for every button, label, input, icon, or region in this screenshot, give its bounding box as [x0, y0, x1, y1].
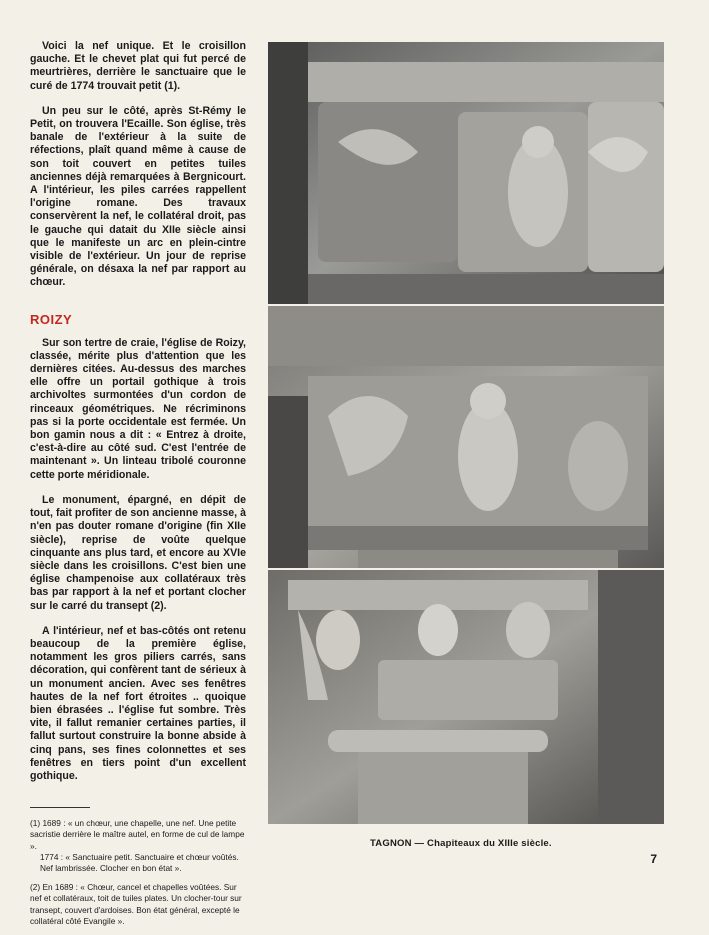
- text-column: [30, 40, 246, 935]
- photo-column: [268, 42, 664, 824]
- capital-photo-1: [268, 42, 664, 304]
- footnote-divider: [30, 807, 90, 808]
- page-number: 7: [650, 852, 657, 866]
- intro-paragraph-1: Voici la nef unique. Et le croisillon gauche. Et le chevet plat qui fut percé de meurtrières, derrière le sanctuaire que le curé de 1774 trouvait petit (1).: [30, 40, 246, 92]
- photo-caption: TAGNON — Chapiteaux du XIIIe siècle.: [370, 838, 552, 849]
- footnote-1-part-b: 1774 : « Sanctuaire petit. Sanctuaire et chœur voûtés. Nef lambrissée. Clocher en bon état ».: [40, 851, 239, 873]
- roizy-paragraph-3: A l'intérieur, nef et bas-côtés ont retenu beaucoup de la première église, notamment les gros piliers carrés, sans décoration, qui confèrent tant de sérieux à un monument ancien. Avec ses fenêtres hautes de la nef fort étroites .. quoique bien ébrasées .. l'église fut sombre. Très vite, il fallut remanier certaines parties, il fallut surtout construire la bonne abside à cinq pans, ses fines colonnettes et ses fenêtres en tiers point d'un excellent gothique.: [30, 624, 246, 782]
- footnote-2: (2) En 1689 : « Chœur, cancel et chapelles voûtées. Sur nef et collatéraux, toit de tuiles plates. Un clocher-tour sur transept, couvert d'ardoises. Bon état général, excepté le collatéral côté Evangile ».: [30, 882, 242, 926]
- footnote-1: [30, 818, 246, 874]
- capital-photo-2: [268, 306, 664, 568]
- capital-photo-3: [268, 570, 664, 824]
- intro-paragraph-2: Un peu sur le côté, après St-Rémy le Petit, on trouvera l'Ecaille. Son église, très banale de l'extérieur à la suite de réfections, plaît quand même à cause de son toit couvert en petites tuiles anciennes déjà remarquées à Bergnicourt. A l'intérieur, les piles carrées rappellent l'origine romane. Des travaux conservèrent la nef, le collatéral droit, pas le gauche qui datait du XIIe siècle ainsi que le manifeste un arc en plein-cintre visible de l'extérieur. Un jour de reprise générale, on désaxa la nef par rapport au chœur.: [30, 104, 246, 289]
- section-title-roizy: ROIZY: [30, 311, 73, 327]
- footnote-1-part-a: (1) 1689 : « un chœur, une chapelle, une nef. Une petite sacristie derrière le maître autel, en forme de cul de lampe ».: [30, 818, 245, 851]
- roizy-paragraph-1: Sur son tertre de craie, l'église de Roizy, classée, mérite plus d'attention que les dernières citées. Au-dessus des marches elle offre un portail gothique à trois archivoltes surmontées d'un cordon de rinceaux géométriques. Ne récriminons pas si la porte occidentale est fermée. Un bon gamin nous a dit : « Entrez à droite, c'est-à-dire au côté sud. C'est l'entrée de maintenant ». Un linteau tribolé couronne cette porte méridionale.: [30, 336, 246, 481]
- roizy-paragraph-2: Le monument, épargné, en dépit de tout, fait profiter de son ancienne masse, à n'en pas douter romane d'origine (fin XIIe siècle), reprise de voûte quelque cinquante ans plus tard, et encore au XVIe siècle dans les croisillons. C'est bien une église champenoise aux collatéraux très bas par rapport à la nef et portant clocher sur le carré du transept (2).: [30, 493, 246, 612]
